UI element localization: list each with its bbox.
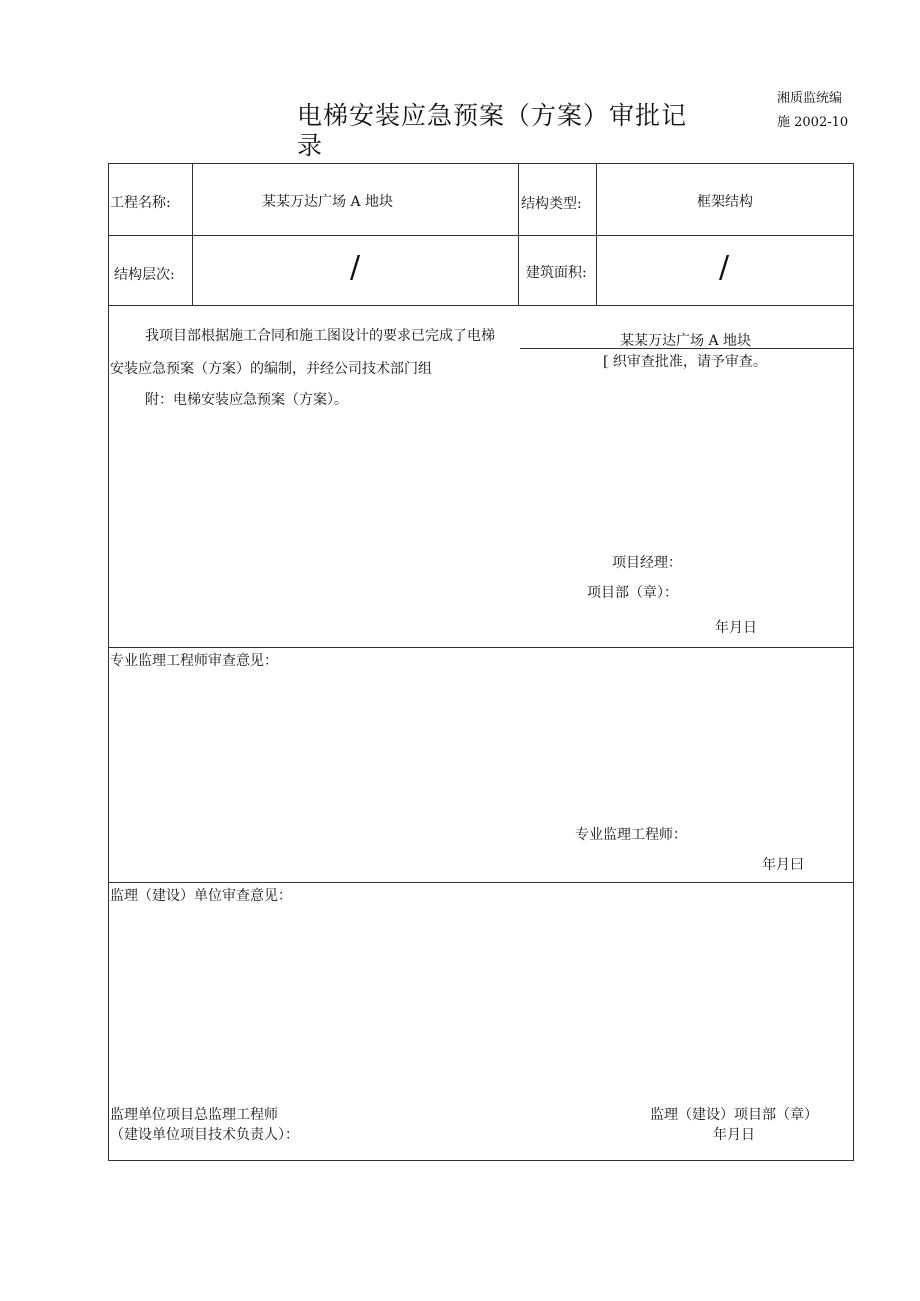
project-dept-seal: 项目部（章）：	[587, 585, 678, 601]
page-title-continued: 录	[297, 131, 324, 160]
area-label: 建筑面积:	[526, 265, 587, 281]
supervision-date: 年月日	[713, 1127, 755, 1143]
structure-type-label: 结构类型:	[521, 196, 582, 212]
supervision-dept-seal: 监理（建设）项目部（章）	[650, 1107, 818, 1123]
column-divider	[518, 163, 519, 305]
project-manager-signature: 项目经理：	[612, 555, 682, 571]
submission-text-line1: 我项目部根据施工合同和施工图设计的要求已完成了电梯	[145, 328, 495, 344]
submission-date: 年月日	[715, 620, 757, 636]
submission-text-line2-right: [ 织审查批准，请予审查。	[603, 354, 767, 370]
submission-text-line2: 安装应急预案（方案）的编制，并经公司技术部门组	[110, 361, 432, 377]
supervision-review-title: 监理（建设）单位审查意见：	[110, 888, 292, 904]
form-code-line1: 湘质监统编	[777, 91, 843, 106]
attachment-note: 附：电梯安装应急预案（方案）。	[145, 392, 348, 408]
row-divider	[108, 882, 854, 883]
column-divider	[192, 163, 193, 305]
column-divider	[596, 163, 597, 305]
unit-name-fill: 某某万达广场 A 地块	[620, 333, 752, 349]
specialist-date: 年月曰	[762, 857, 804, 873]
structure-type-value: 框架结构	[697, 194, 753, 210]
chief-engineer-label: 监理单位项目总监理工程师	[110, 1107, 278, 1123]
row-divider	[108, 647, 854, 648]
form-code-line2: 施 2002-10	[777, 115, 849, 130]
row-divider	[108, 235, 854, 236]
project-name-value: 某某万达广场 A 地块	[262, 194, 394, 210]
area-value: /	[719, 250, 730, 285]
floors-label: 结构层次:	[114, 267, 175, 283]
row-divider	[108, 305, 854, 306]
specialist-review-title: 专业监理工程师审查意见：	[110, 653, 278, 669]
page-title: 电梯安装应急预案（方案）审批记	[297, 101, 688, 130]
floors-value: /	[350, 250, 361, 285]
specialist-engineer-signature: 专业监理工程师：	[575, 827, 687, 843]
project-name-label: 工程名称:	[110, 195, 171, 211]
owner-tech-lead-label: （建设单位项目技术负责人）：	[110, 1127, 299, 1143]
